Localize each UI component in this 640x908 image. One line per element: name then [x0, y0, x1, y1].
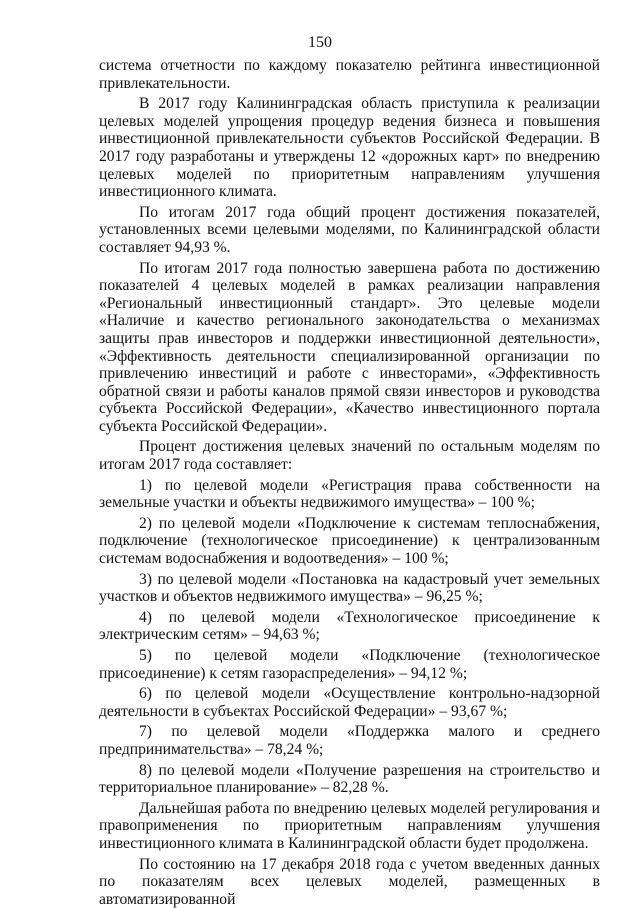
list-item-6: 6) по целевой модели «Осуществление контрольно-надзорной деятельности в субъектах Российской Федерации» – 93,67 %;: [99, 685, 600, 720]
paragraph-status-date: По состоянию на 17 декабря 2018 года с учетом введенных данных по показателям всех целевых моделей, размещенных в автоматизированной: [99, 855, 600, 908]
paragraph-completed-models: По итогам 2017 года полностью завершена работа по достижению показателей 4 целевых моделей в рамках реализации направления «Региональный инвестиционный стандарт». Это целевые модели «Наличие и качество регионального законодательства о механизмах защиты прав инвесторов и поддержки инвестиционной деятельности», «Эффективность деятельности специализированной организации по привлечению инвестиций и работе с инвесторами», «Эффективность обратной связи и работы каналов прямой связи инвесторов и руководства субъекта Российской Федерации», «Качество инвестиционного портала субъекта Российской Федерации».: [99, 259, 600, 435]
list-item-8: 8) по целевой модели «Получение разрешения на строительство и территориальное планирование» – 82,28 %.: [99, 761, 600, 797]
list-item-5: 5) по целевой модели «Подключение (технологическое присоединение) к сетям газораспределения» – 94,12 %;: [99, 647, 600, 682]
paragraph-overall-percent: По итогам 2017 года общий процент достижения показателей, установленных всеми целевыми моделями, по Калининградской области составляет 94,93 %.: [99, 203, 600, 256]
document-body: [99, 57, 600, 908]
list-item-1: 1) по целевой модели «Регистрация права собственности на земельные участки и объекты недвижимого имущества» – 100 %;: [99, 476, 600, 512]
page-number: 150: [308, 34, 332, 51]
list-item-3: 3) по целевой модели «Постановка на кадастровый учет земельных участков и объектов недвижимого имущества» – 96,25 %;: [99, 570, 600, 606]
paragraph-further-work: Дальнейшая работа по внедрению целевых моделей регулирования и правоприменения по приоритетным направлениям улучшения инвестиционного климата в Калининградской области будет продолжена.: [99, 799, 600, 852]
list-item-4: 4) по целевой модели «Технологическое присоединение к электрическим сетям» – 94,63 %;: [99, 608, 600, 644]
list-item-7: 7) по целевой модели «Поддержка малого и среднего предпринимательства» – 78,24 %;: [99, 723, 600, 758]
paragraph-continuation: система отчетности по каждому показателю рейтинга инвестиционной привлекательности.: [99, 57, 600, 92]
list-item-2: 2) по целевой модели «Подключение к системам теплоснабжения, подключение (технологическое присоединение) к централизованным системам водоснабжения и водоотведения» – 100 %;: [99, 514, 600, 568]
paragraph-list-intro: Процент достижения целевых значений по остальным моделям по итогам 2017 года составляет:: [99, 438, 600, 474]
paragraph-target-models-intro: В 2017 году Калининградская область приступила к реализации целевых моделей упрощения процедур ведения бизнеса и повышения инвестиционной привлекательности субъектов Российской Федерации. В 2017 году разработаны и утверждены 12 «дорожных карт» по внедрению целевых моделей по приоритетным направлениям улучшения инвестиционного климата.: [99, 95, 600, 201]
